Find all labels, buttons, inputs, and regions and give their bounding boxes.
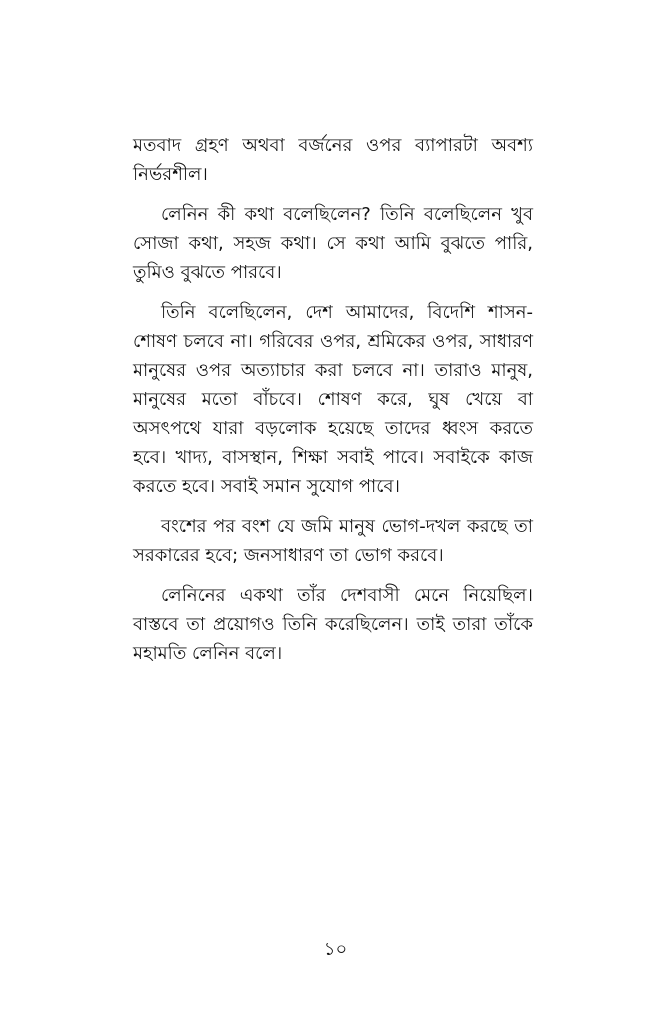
paragraph-4: বংশের পর বংশ যে জমি মানুষ ভোগ-দখল করছে তা সরকারের হবে; জনসাধারণ তা ভোগ করবে। — [133, 516, 533, 566]
body-text — [133, 131, 533, 679]
paragraph-5: লেনিনের একথা তাঁর দেশবাসী মেনে নিয়েছিল। বাস্তবে তা প্রয়োগও তিনি করেছিলেন। তাই তারা তাঁকে মহামতি লেনিন বলে। — [133, 585, 533, 664]
paragraph-3: তিনি বলেছিলেন, দেশ আমাদের, বিদেশি শাসন-শোষণ চলবে না। গরিবের ওপর, শ্রমিকের ওপর, সাধারণ মানুষের ওপর অত্যাচার করা চলবে না। তারাও মানুষ, মানুষের মতো বাঁচবে। শোষণ করে, ঘুষ খেয়ে বা অসৎপথে যারা বড়লোক হয়েছে তাদের ধ্বংস করতে হবে। খাদ্য, বাসস্থান, শিক্ষা সবাই পাবে। সবাইকে কাজ করতে হবে। সবাই সমান সুযোগ পাবে। — [133, 302, 533, 497]
page-number: ১০ — [323, 939, 348, 960]
paragraph-1: মতবাদ গ্রহণ অথবা বর্জনের ওপর ব্যাপারটা অবশ্য নির্ভরশীল। — [133, 135, 533, 185]
paragraph-2: লেনিন কী কথা বলেছিলেন? তিনি বলেছিলেন খুব সোজা কথা, সহজ কথা। সে কথা আমি বুঝতে পারি, তুমিও বুঝতে পারবে। — [133, 204, 533, 283]
